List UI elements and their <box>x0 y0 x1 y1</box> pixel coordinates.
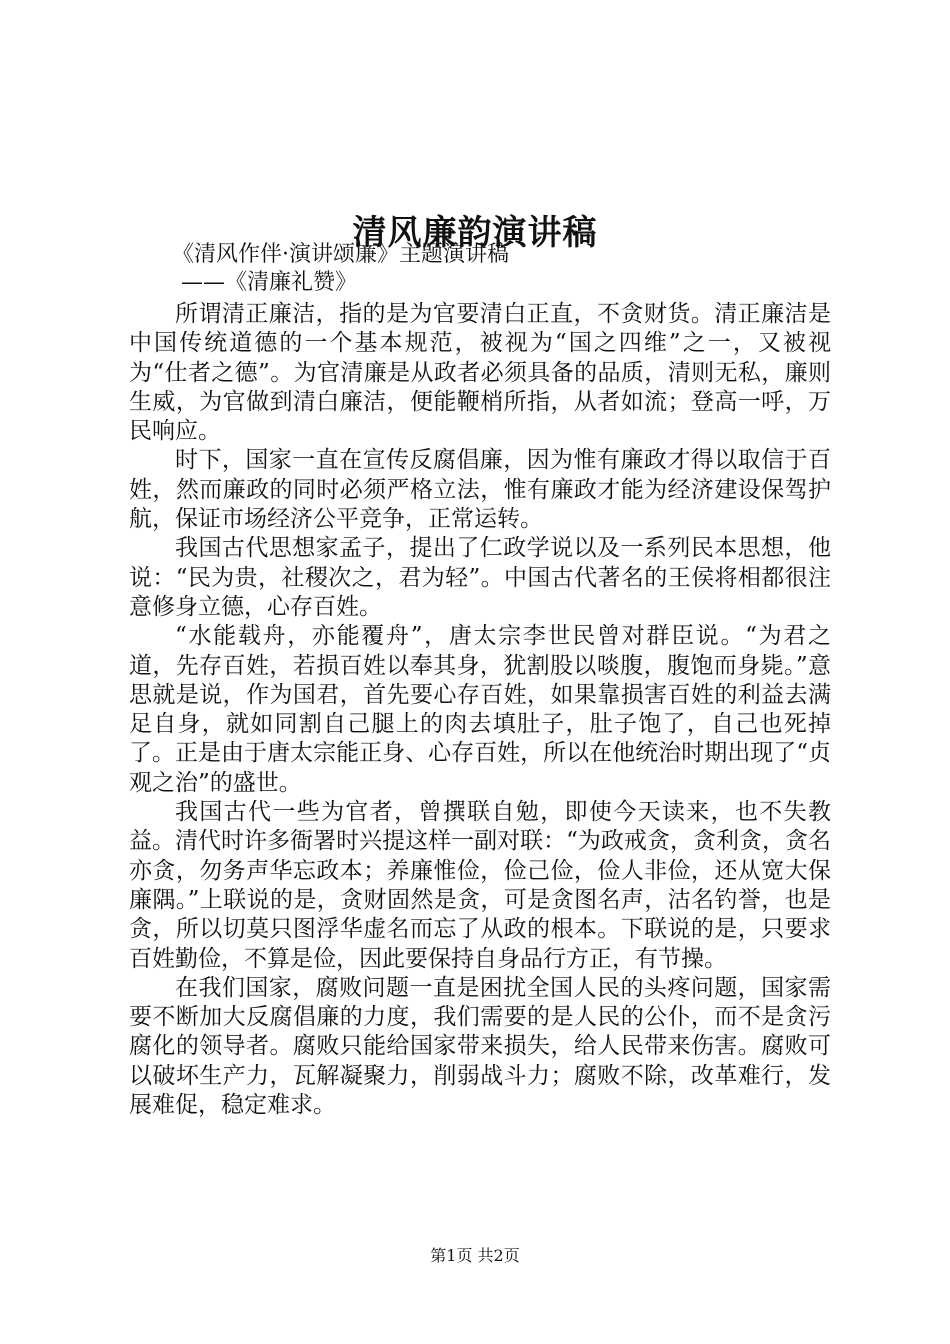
paragraph: 在我们国家，腐败问题一直是困扰全国人民的头疼问题，国家需要不断加大反腐倡廉的力度，我们需要的是人民的公仆，而不是贪污腐化的领导者。腐败只能给国家带来损失，给人民带来伤害。腐败可以破坏生产力，瓦解凝聚力，削弱战斗力；腐败不除，改革难行，发展难促，稳定难求。 <box>129 974 831 1119</box>
paragraph: “水能载舟，亦能覆舟”，唐太宗李世民曾对群臣说。“为君之道，先存百姓，若损百姓以奉其身，犹割股以啖腹，腹饱而身毙。”意思就是说，作为国君，首先要心存百姓，如果靠损害百姓的利益去满足自身，就如同割自己腿上的肉去填肚子，肚子饱了，自己也死掉了。正是由于唐太宗能正身、心存百姓，所以在他统治时期出现了“贞观之治”的盛世。 <box>129 623 831 796</box>
page-footer: 第1页 共2页 <box>430 1246 520 1265</box>
document-byline: ——《清廉礼赞》 <box>181 270 358 295</box>
page-title: 清风廉韵演讲稿 <box>352 212 598 253</box>
document-body <box>129 300 831 1120</box>
paragraph: 所谓清正廉洁，指的是为官要清白正直，不贪财货。清正廉洁是中国传统道德的一个基本规范，被视为“国之四维”之一，又被视为“仕者之德”。为官清廉是从政者必须具备的品质，清则无私，廉则生威，为官做到清白廉洁，便能鞭梢所指，从者如流；登高一呼，万民响应。 <box>129 301 831 445</box>
document-subtitle: 《清风作伴·演讲颂廉》主题演讲稿 <box>172 242 509 267</box>
paragraph: 时下，国家一直在宣传反腐倡廉，因为惟有廉政才得以取信于百姓，然而廉政的同时必须严格立法，惟有廉政才能为经济建设保驾护航，保证市场经济公平竞争，正常运转。 <box>129 447 831 533</box>
paragraph: 我国古代思想家孟子，提出了仁政学说以及一系列民本思想，他说：“民为贵，社稷次之，君为轻”。中国古代著名的王侯将相都很注意修身立德，心存百姓。 <box>129 535 831 620</box>
paragraph: 我国古代一些为官者，曾撰联自勉，即使今天读来，也不失教益。清代时许多衙署时兴提这样一副对联：“为政戒贪，贪利贪，贪名亦贪，勿务声华忘政本；养廉惟俭，俭己俭，俭人非俭，还从宽大保廉隅。”上联说的是，贪财固然是贪，可是贪图名声，沽名钓誉，也是贪，所以切莫只图浮华虚名而忘了从政的根本。下联说的是，只要求百姓勤俭，不算是俭，因此要保持自身品行方正，有节操。 <box>129 799 831 972</box>
